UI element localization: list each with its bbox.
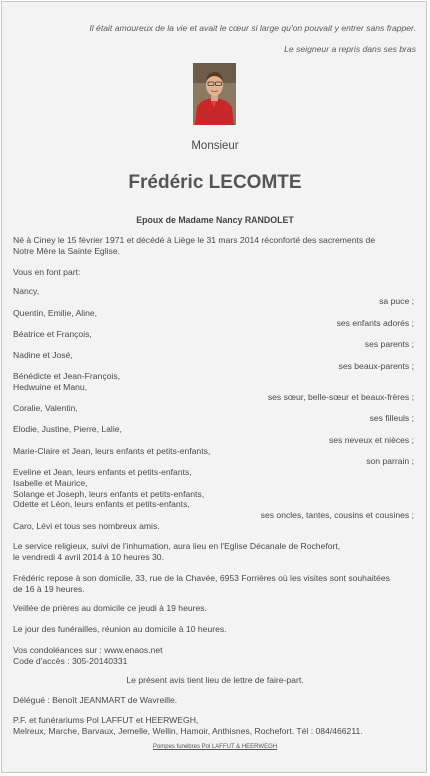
birth-death-line-2: Notre Mère la Sainte Eglise. — [13, 246, 120, 256]
family-relation: ses enfants adorés ; — [336, 318, 414, 328]
delegate-line: Délégué : Benoît JEANMART de Wavreille. — [13, 695, 178, 705]
funeral-home-line-2: Melreux, Marche, Barvaux, Jemelle, Wellin, Hamoir, Anthisnes, Rochefort. Tél : 084/466211. — [13, 726, 363, 736]
spouse-line: Epoux de Madame Nancy RANDOLET — [136, 215, 294, 225]
service-line-2: le vendredi 4 avril 2014 à 10 heures 30. — [13, 552, 164, 562]
quote-sub: Le seigneur a repris dans ses bras — [284, 44, 416, 54]
family-names: Isabelle et Maurice, — [13, 478, 88, 488]
family-relation: ses parents ; — [364, 339, 414, 349]
family-relation: ses oncles, tantes, cousins et cousines ; — [260, 510, 414, 520]
family-relation: ses neveux et nièces ; — [328, 435, 414, 445]
birth-death-line-1: Né à Ciney le 15 février 1971 et décédé à Liège le 31 mars 2014 réconforté des sacrements de — [13, 235, 376, 245]
family-relation: ses beaux-parents ; — [338, 361, 414, 371]
family-names: Béatrice et François, — [13, 329, 92, 339]
family-names: Quentin, Emilie, Aline, — [13, 308, 98, 318]
family-relation: sa puce ; — [379, 296, 414, 306]
family-relation: ses filleuls ; — [369, 413, 414, 423]
family-names: Nancy, — [13, 286, 40, 296]
family-names: Odette et Léon, leurs enfants et petits-enfants, — [13, 499, 190, 509]
rest-line-2: de 16 à 19 heures. — [13, 584, 85, 594]
condolences-line-1: Vos condoléances sur : www.enaos.net — [13, 645, 163, 655]
family-names: Hedwuine et Manu, — [13, 382, 88, 392]
family-relation: ses sœur, belle-sœur et beaux-frères ; — [267, 392, 414, 402]
family-names: Marie-Claire et Jean, leurs enfants et petits-enfants, — [13, 446, 211, 456]
deceased-name: Frédéric LECOMTE — [128, 172, 302, 193]
family-names: Coralie, Valentin, — [13, 403, 78, 413]
family-names: Bénédicte et Jean-François, — [13, 371, 121, 381]
family-names: Nadine et José, — [13, 350, 73, 360]
family-names: Solange et Joseph, leurs enfants et petits-enfants, — [13, 489, 205, 499]
family-names: Elodie, Justine, Pierre, Lalie, — [13, 424, 122, 434]
friends-line: Caro, Lévi et tous ses nombreux amis. — [13, 521, 160, 531]
footer-link[interactable]: Pompes funèbres Pol LAFFUT & HEERWEGH — [152, 744, 278, 750]
quote-main: Il était amoureux de la vie et avait le cœur si large qu'on pouvait y entrer sans frapper. — [89, 23, 416, 33]
vigil-line: Veillée de prières au domicile ce jeudi à 19 heures. — [13, 603, 207, 613]
family-names: Eveline et Jean, leurs enfants et petits-enfants, — [13, 467, 192, 477]
rest-line-1: Frédéric repose à son domicile, 33, rue de la Chavée, 6953 Forrières où les visites sont souhaitées — [13, 573, 390, 583]
condolences-line-2: Code d'accès : 305-20140331 — [13, 656, 128, 666]
family-relation: son parrain ; — [366, 456, 414, 466]
portrait-image — [193, 63, 236, 125]
honorific: Monsieur — [191, 140, 239, 152]
service-line-1: Le service religieux, suivi de l'inhumation, aura lieu en l'Eglise Décanale de Rochefort, — [13, 541, 341, 551]
notice-line: Le présent avis tient lieu de lettre de faire-part. — [126, 675, 304, 685]
portrait-photo — [193, 63, 236, 125]
intro-line: Vous en font part: — [13, 267, 81, 277]
gathering-line: Le jour des funérailles, réunion au domicile à 10 heures. — [13, 624, 227, 634]
funeral-home-line-1: P.F. et funérariums Pol LAFFUT et HEERWEGH, — [13, 715, 199, 725]
